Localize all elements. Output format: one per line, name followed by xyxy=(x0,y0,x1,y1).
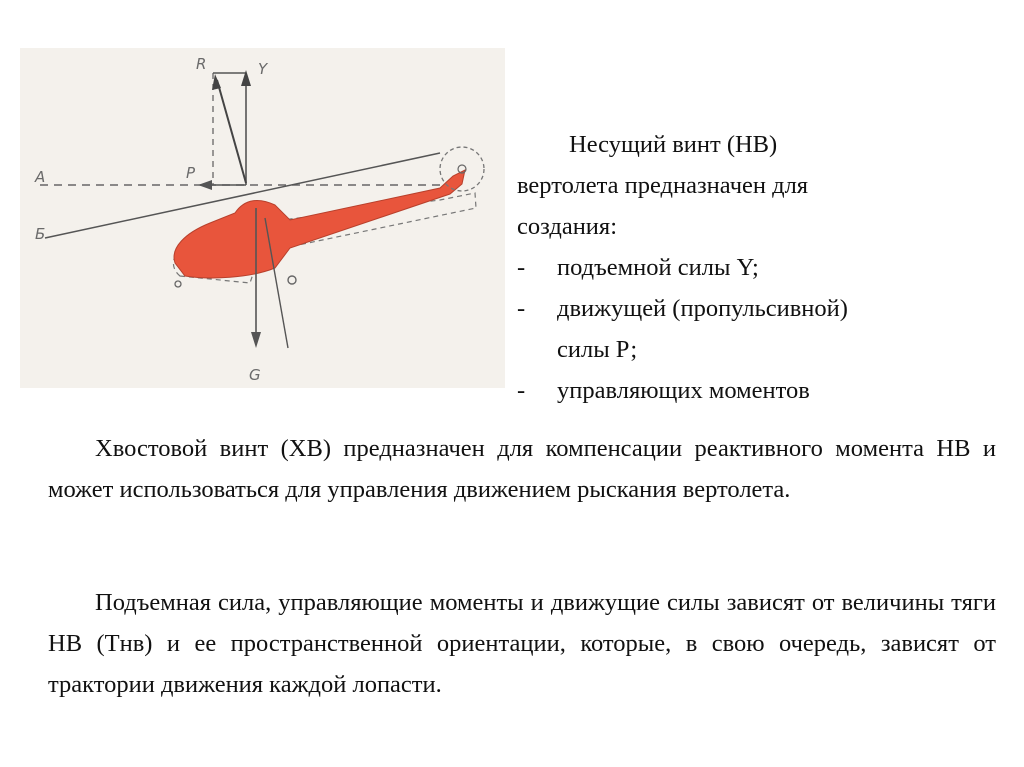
list-dash: - xyxy=(517,377,526,404)
purpose-list xyxy=(517,247,997,411)
list-item-continuation: силы Р; xyxy=(557,336,638,363)
list-item-text: движущей (пропульсивной) xyxy=(557,295,848,322)
main-rotor-description xyxy=(517,124,997,411)
p-arrowhead xyxy=(198,180,212,190)
label-p: P xyxy=(186,164,196,182)
description-line-2: создания: xyxy=(517,213,617,240)
list-item xyxy=(517,370,997,411)
label-a: A xyxy=(35,168,46,186)
r-vector xyxy=(217,80,246,183)
list-dash: - xyxy=(517,295,526,322)
list-dash: - xyxy=(517,254,526,281)
label-b: Б xyxy=(35,225,46,243)
list-item xyxy=(517,247,997,288)
tail-rotor-paragraph: Хвостовой винт (ХВ) предназначен для компенсации реактивного момента НВ и может использоваться для управления движением рыскания вертолета. xyxy=(48,435,996,503)
list-item-text: подъемной силы Y; xyxy=(557,254,759,281)
rear-wheel xyxy=(288,276,296,284)
forces-paragraph: Подъемная сила, управляющие моменты и движущие силы зависят от величины тяги НВ (Тнв) и ее пространственной ориентации, которые, в свою очередь, зависят от трактории движения каждой лопасти. xyxy=(48,589,996,698)
label-r: R xyxy=(196,55,207,73)
helicopter-force-diagram xyxy=(20,48,505,388)
main-rotor-heading: Несущий винт (НВ) xyxy=(569,131,778,158)
g-arrowhead xyxy=(251,332,261,348)
list-item xyxy=(517,288,997,370)
label-y: Y xyxy=(258,60,268,78)
fuselage xyxy=(174,170,465,278)
description-line-1: вертолета предназначен для xyxy=(517,172,809,199)
label-g: G xyxy=(249,366,261,384)
front-wheel xyxy=(175,281,181,287)
list-item-text: управляющих моментов xyxy=(557,377,810,404)
